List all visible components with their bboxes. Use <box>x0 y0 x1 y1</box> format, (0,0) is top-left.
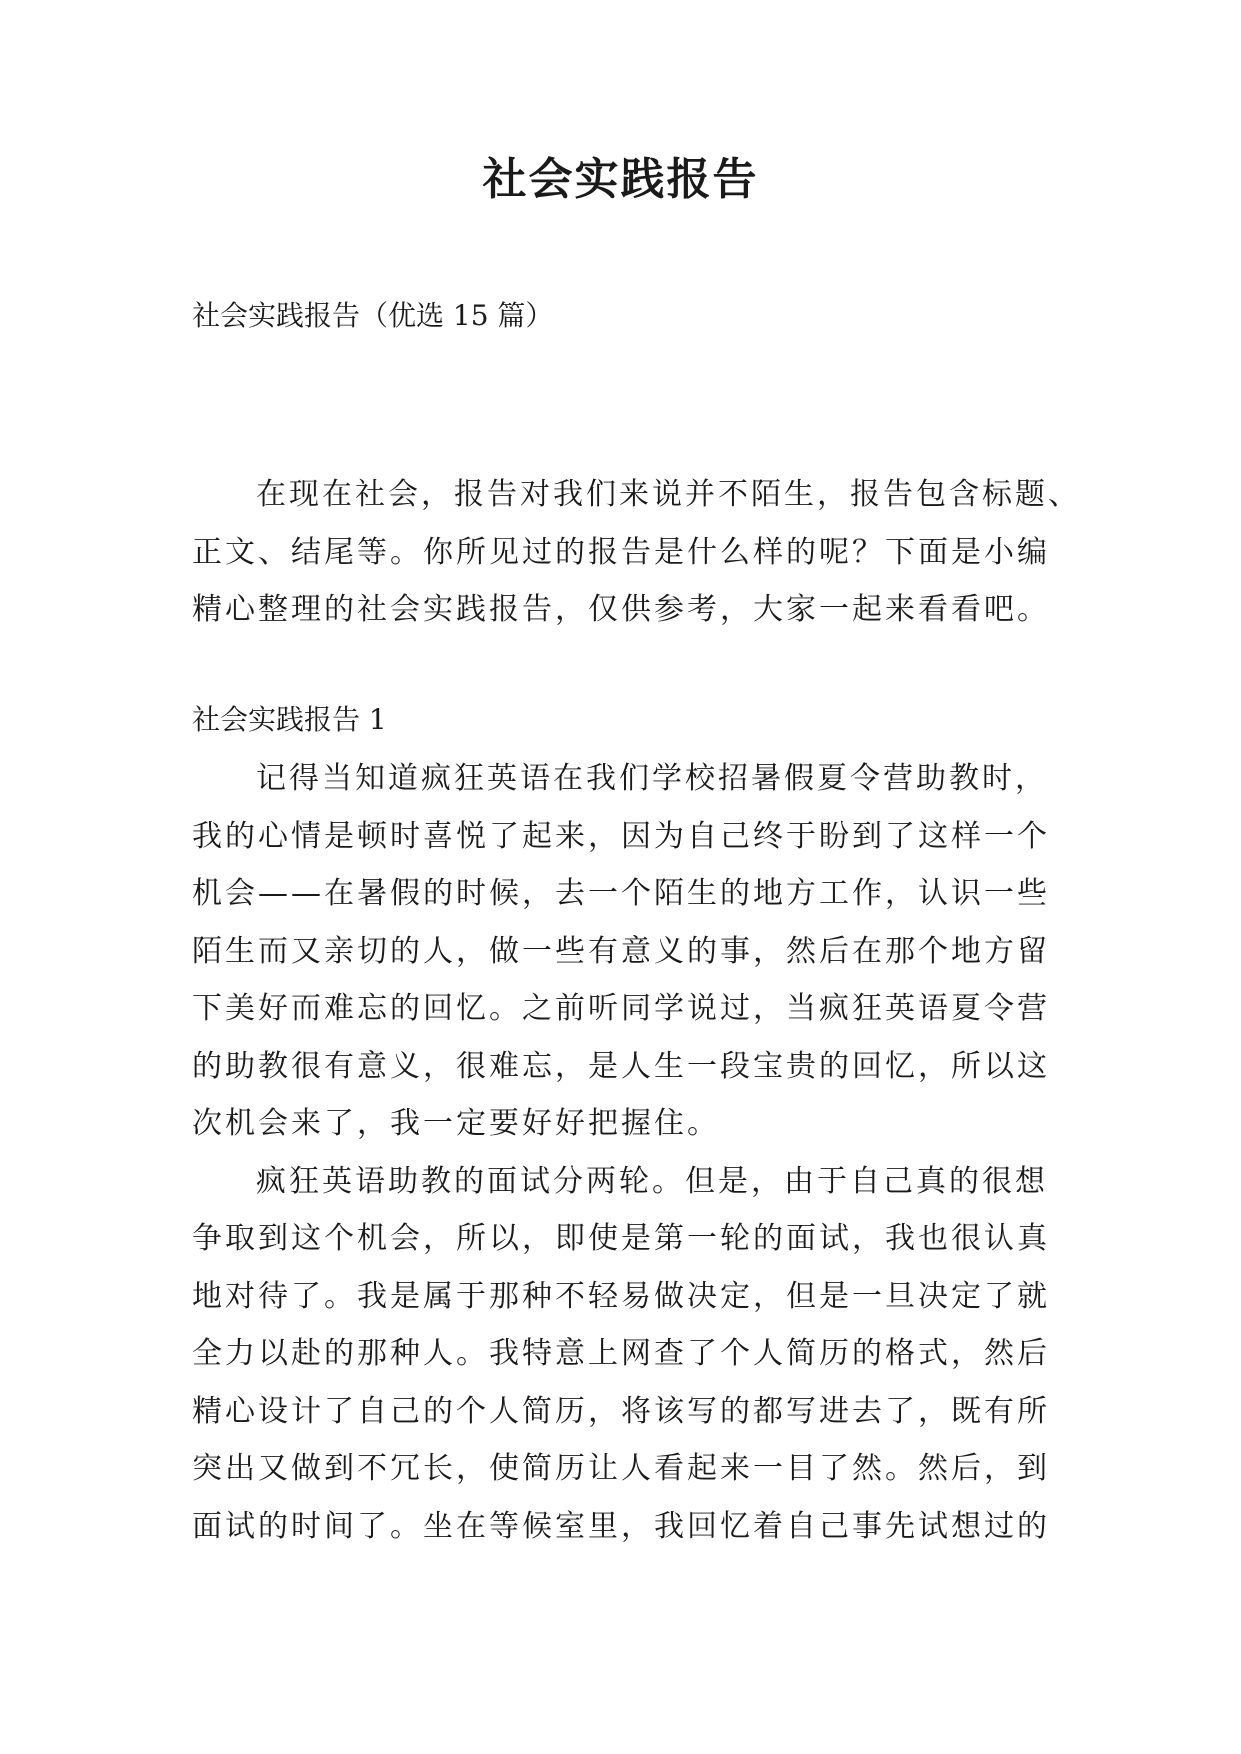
paragraph-line: 陌生而又亲切的人，做一些有意义的事，然后在那个地方留 <box>192 933 1050 969</box>
document-title: 社会实践报告 <box>482 154 759 205</box>
intro-line: 正文、结尾等。你所见过的报告是什么样的呢？下面是小编 <box>192 534 1050 570</box>
intro-line: 精心整理的社会实践报告，仅供参考，大家一起来看看吧。 <box>192 592 1050 627</box>
article-body <box>192 750 1072 1555</box>
paragraph-2 <box>192 1153 1072 1556</box>
document-subtitle: 社会实践报告（优选 15 篇） <box>192 299 554 332</box>
paragraph-line: 争取到这个机会，所以，即使是第一轮的面试，我也很认真 <box>192 1221 1050 1256</box>
paragraph-line: 记得当知道疯狂英语在我们学校招暑假夏令营助教时， <box>256 761 1048 796</box>
paragraph-line: 机会——在暑假的时候，去一个陌生的地方工作，认识一些 <box>192 876 1050 911</box>
paragraph-line: 面试的时间了。坐在等候室里，我回忆着自己事先试想过的 <box>192 1508 1050 1544</box>
paragraph-line: 次机会来了，我一定要好好把握住。 <box>192 1106 720 1141</box>
paragraph-line: 精心设计了自己的个人简历，将该写的都写进去了，既有所 <box>192 1393 1050 1429</box>
paragraph-line: 下美好而难忘的回忆。之前听同学说过，当疯狂英语夏令营 <box>192 991 1050 1026</box>
intro-line: 在现在社会，报告对我们来说并不陌生，报告包含标题、 <box>256 477 1081 512</box>
paragraph-1 <box>192 750 1072 1153</box>
paragraph-line: 我的心情是顿时喜悦了起来，因为自己终于盼到了这样一个 <box>192 818 1050 854</box>
paragraph-line: 的助教很有意义，很难忘，是人生一段宝贵的回忆，所以这 <box>192 1048 1050 1084</box>
section-heading: 社会实践报告 1 <box>192 703 387 736</box>
paragraph-line: 全力以赴的那种人。我特意上网查了个人简历的格式，然后 <box>192 1336 1050 1371</box>
paragraph-line: 地对待了。我是属于那种不轻易做决定，但是一旦决定了就 <box>192 1278 1050 1314</box>
intro-paragraph <box>192 466 1081 639</box>
paragraph-line: 突出又做到不冗长，使简历让人看起来一目了然。然后，到 <box>192 1451 1050 1486</box>
paragraph-line: 疯狂英语助教的面试分两轮。但是，由于自己真的很想 <box>256 1163 1048 1199</box>
